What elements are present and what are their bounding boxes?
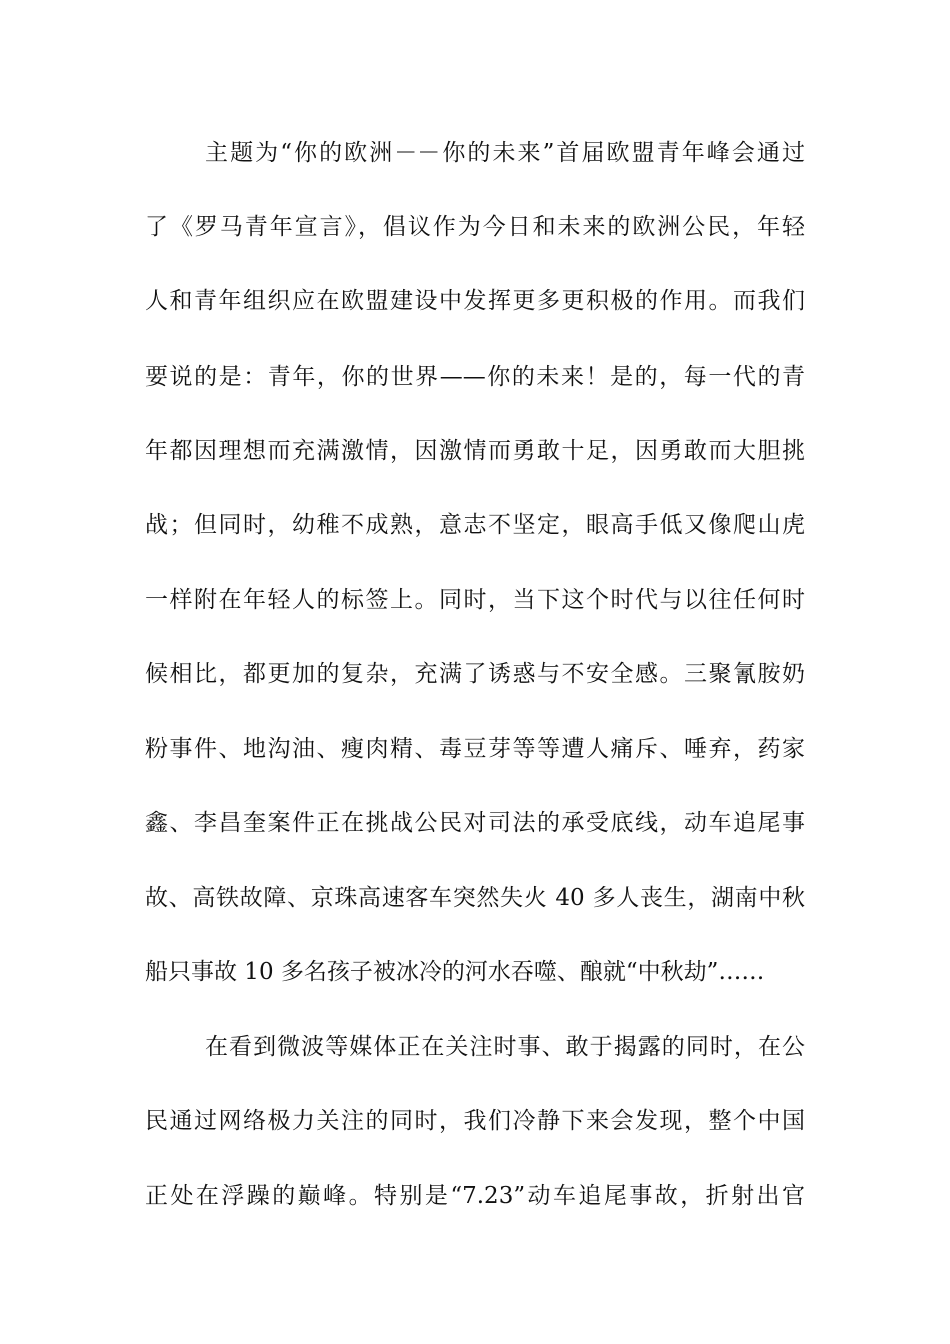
paragraph-1-line-5: 年都因理想而充满激情，因激情而勇敢十足，因勇敢而大胆挑: [145, 438, 805, 464]
paragraph-1-line-12: 船只事故 10 多名孩子被冰冷的河水吞噬、酿就“中秋劫”……: [145, 959, 765, 985]
paragraph-1-line-9: 粉事件、地沟油、瘦肉精、毒豆芽等等遭人痛斥、唾弃，药家: [145, 736, 805, 762]
paragraph-2-line-2: 民通过网络极力关注的同时，我们冷静下来会发现，整个中国: [145, 1108, 805, 1134]
paragraph-2-line-1: 在看到微波等媒体正在关注时事、敢于揭露的同时，在公: [205, 1034, 805, 1060]
paragraph-1-line-6: 战；但同时，幼稚不成熟，意志不坚定，眼高手低又像爬山虎: [145, 512, 805, 538]
paragraph-1-line-10: 鑫、李昌奎案件正在挑战公民对司法的承受底线，动车追尾事: [145, 810, 805, 836]
paragraph-1-line-11: 故、高铁故障、京珠高速客车突然失火 40 多人丧生，湖南中秋: [145, 885, 805, 911]
paragraph-2-line-3: 正处在浮躁的巅峰。特别是“7.23”动车追尾事故，折射出官: [145, 1183, 805, 1209]
paragraph-1-line-1: 主题为“你的欧洲－－你的未来”首届欧盟青年峰会通过: [205, 140, 805, 166]
paragraph-1-line-7: 一样附在年轻人的标签上。同时，当下这个时代与以往任何时: [145, 587, 805, 613]
paragraph-1-line-8: 候相比，都更加的复杂，充满了诱惑与不安全感。三聚氰胺奶: [145, 661, 805, 687]
paragraph-1-line-4: 要说的是：青年，你的世界——你的未来！是的，每一代的青: [145, 364, 805, 390]
paragraph-1-line-2: 了《罗马青年宣言》，倡议作为今日和未来的欧洲公民，年轻: [145, 214, 805, 240]
paragraph-1-line-3: 人和青年组织应在欧盟建设中发挥更多更积极的作用。而我们: [145, 288, 805, 314]
